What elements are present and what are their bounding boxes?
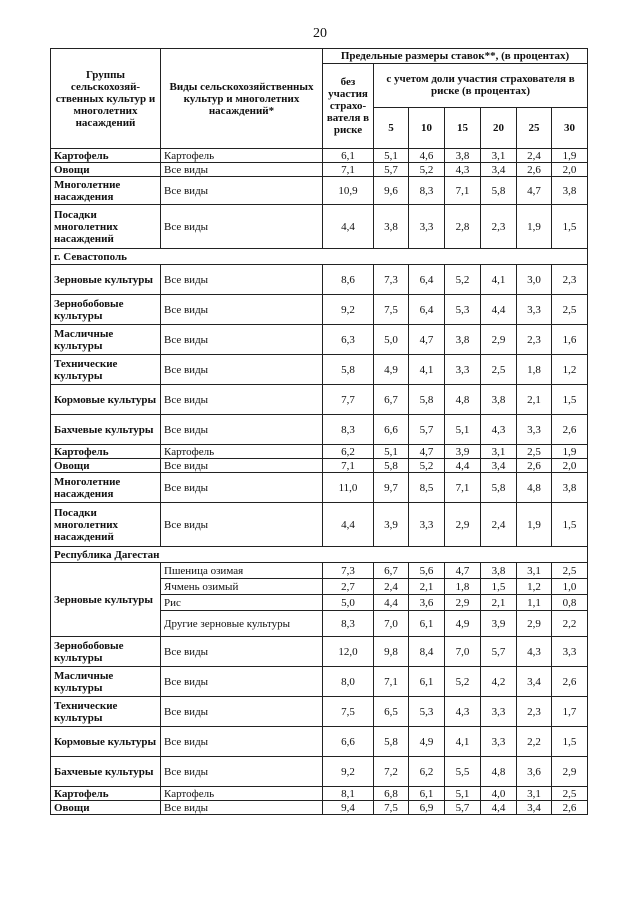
header-share-20: 20 [481, 107, 517, 149]
kind-cell: Все виды [161, 697, 323, 727]
value-cell: 5,7 [481, 637, 517, 667]
value-cell: 4,7 [517, 177, 552, 205]
group-cell: Посадки многолетних насаждений [51, 503, 161, 547]
value-cell: 3,6 [517, 757, 552, 787]
value-cell: 6,9 [409, 801, 445, 815]
value-cell: 4,3 [445, 163, 481, 177]
kind-cell: Все виды [161, 295, 323, 325]
group-cell: Зернобобовые культуры [51, 295, 161, 325]
value-cell: 4,7 [445, 563, 481, 579]
value-cell: 6,5 [374, 697, 409, 727]
value-cell: 3,1 [481, 149, 517, 163]
value-cell: 2,4 [374, 579, 409, 595]
header-share-15: 15 [445, 107, 481, 149]
group-cell: Многолетние насаждения [51, 177, 161, 205]
value-cell: 3,3 [445, 355, 481, 385]
group-cell: Картофель [51, 787, 161, 801]
value-cell: 5,0 [323, 595, 374, 611]
table-row [51, 787, 588, 801]
group-cell: Многолетние насаждения [51, 473, 161, 503]
value-cell: 1,9 [552, 445, 588, 459]
value-cell: 2,3 [481, 205, 517, 249]
value-cell: 5,8 [481, 473, 517, 503]
value-cell: 1,7 [552, 697, 588, 727]
value-cell: 2,5 [517, 445, 552, 459]
value-cell: 7,3 [323, 563, 374, 579]
value-cell: 4,9 [409, 727, 445, 757]
group-cell: Овощи [51, 459, 161, 473]
value-cell: 7,5 [374, 295, 409, 325]
section-row [51, 547, 588, 563]
value-cell: 3,3 [409, 205, 445, 249]
value-cell: 1,8 [517, 355, 552, 385]
value-cell: 2,6 [517, 163, 552, 177]
table-row [51, 177, 588, 205]
value-cell: 3,1 [517, 787, 552, 801]
value-cell: 5,8 [374, 459, 409, 473]
value-cell: 9,2 [323, 295, 374, 325]
value-cell: 1,5 [552, 727, 588, 757]
value-cell: 2,3 [517, 325, 552, 355]
value-cell: 5,7 [374, 163, 409, 177]
value-cell: 3,9 [481, 611, 517, 637]
value-cell: 7,5 [323, 697, 374, 727]
value-cell: 6,8 [374, 787, 409, 801]
table-row [51, 325, 588, 355]
value-cell: 4,0 [481, 787, 517, 801]
value-cell: 4,9 [374, 355, 409, 385]
value-cell: 4,3 [517, 637, 552, 667]
value-cell: 4,8 [445, 385, 481, 415]
value-cell: 5,8 [409, 385, 445, 415]
kind-cell: Все виды [161, 163, 323, 177]
value-cell: 8,3 [323, 611, 374, 637]
table-row [51, 757, 588, 787]
value-cell: 5,0 [374, 325, 409, 355]
value-cell: 7,3 [374, 265, 409, 295]
value-cell: 7,1 [323, 163, 374, 177]
value-cell: 2,1 [409, 579, 445, 595]
group-cell: Овощи [51, 163, 161, 177]
value-cell: 1,9 [552, 149, 588, 163]
table-row [51, 727, 588, 757]
group-cell: Масличные культуры [51, 325, 161, 355]
kind-cell: Все виды [161, 801, 323, 815]
header-limits: Предельные размеры ставок**, (в процентах) [323, 49, 588, 64]
value-cell: 3,1 [481, 445, 517, 459]
table-row [51, 149, 588, 163]
value-cell: 5,1 [445, 415, 481, 445]
value-cell: 4,7 [409, 445, 445, 459]
value-cell: 3,0 [517, 265, 552, 295]
header-kind: Виды сельскохозяйственных культур и многолетних насаждений* [161, 49, 323, 149]
value-cell: 3,4 [481, 163, 517, 177]
group-cell: Картофель [51, 149, 161, 163]
value-cell: 5,6 [409, 563, 445, 579]
value-cell: 5,1 [374, 149, 409, 163]
table-row [51, 355, 588, 385]
table-row [51, 295, 588, 325]
value-cell: 2,6 [552, 667, 588, 697]
value-cell: 11,0 [323, 473, 374, 503]
value-cell: 4,8 [481, 757, 517, 787]
group-cell: Бахчевые культуры [51, 415, 161, 445]
value-cell: 4,4 [481, 295, 517, 325]
value-cell: 2,3 [552, 265, 588, 295]
kind-cell: Картофель [161, 149, 323, 163]
value-cell: 5,2 [445, 265, 481, 295]
page-number: 20 [313, 26, 327, 41]
value-cell: 8,4 [409, 637, 445, 667]
table-row [51, 385, 588, 415]
value-cell: 9,4 [323, 801, 374, 815]
section-title: Республика Дагестан [51, 547, 588, 563]
table-row [51, 265, 588, 295]
header-share-5: 5 [374, 107, 409, 149]
value-cell: 7,1 [445, 177, 481, 205]
value-cell: 2,3 [517, 697, 552, 727]
value-cell: 4,4 [374, 595, 409, 611]
value-cell: 3,8 [481, 385, 517, 415]
value-cell: 5,7 [445, 801, 481, 815]
value-cell: 3,8 [481, 563, 517, 579]
kind-cell: Все виды [161, 415, 323, 445]
value-cell: 4,3 [445, 697, 481, 727]
kind-cell: Другие зерновые культуры [161, 611, 323, 637]
kind-cell: Рис [161, 595, 323, 611]
kind-cell: Все виды [161, 205, 323, 249]
value-cell: 6,4 [409, 265, 445, 295]
header-no-share: без участия страхо-вателя в риске [323, 64, 374, 149]
value-cell: 4,4 [481, 801, 517, 815]
group-cell: Масличные культуры [51, 667, 161, 697]
value-cell: 1,9 [517, 205, 552, 249]
value-cell: 5,8 [374, 727, 409, 757]
value-cell: 3,3 [481, 727, 517, 757]
value-cell: 2,2 [552, 611, 588, 637]
group-cell: Технические культуры [51, 697, 161, 727]
value-cell: 12,0 [323, 637, 374, 667]
value-cell: 1,9 [517, 503, 552, 547]
kind-cell: Ячмень озимый [161, 579, 323, 595]
value-cell: 3,8 [445, 325, 481, 355]
value-cell: 2,9 [517, 611, 552, 637]
kind-cell: Все виды [161, 757, 323, 787]
value-cell: 5,2 [445, 667, 481, 697]
value-cell: 2,4 [517, 149, 552, 163]
value-cell: 3,4 [517, 667, 552, 697]
group-cell: Бахчевые культуры [51, 757, 161, 787]
value-cell: 3,8 [445, 149, 481, 163]
value-cell: 3,3 [409, 503, 445, 547]
value-cell: 6,2 [323, 445, 374, 459]
value-cell: 4,1 [481, 265, 517, 295]
kind-cell: Картофель [161, 445, 323, 459]
value-cell: 8,3 [409, 177, 445, 205]
value-cell: 4,1 [409, 355, 445, 385]
value-cell: 2,8 [445, 205, 481, 249]
kind-cell: Все виды [161, 355, 323, 385]
value-cell: 2,9 [445, 595, 481, 611]
value-cell: 9,7 [374, 473, 409, 503]
value-cell: 8,6 [323, 265, 374, 295]
value-cell: 2,9 [445, 503, 481, 547]
value-cell: 1,8 [445, 579, 481, 595]
value-cell: 5,8 [481, 177, 517, 205]
value-cell: 4,8 [517, 473, 552, 503]
section-row [51, 249, 588, 265]
value-cell: 6,7 [374, 563, 409, 579]
value-cell: 6,4 [409, 295, 445, 325]
value-cell: 5,1 [445, 787, 481, 801]
value-cell: 5,8 [323, 355, 374, 385]
group-cell: Зерновые культуры [51, 563, 161, 637]
kind-cell: Все виды [161, 473, 323, 503]
value-cell: 1,1 [517, 595, 552, 611]
value-cell: 6,1 [409, 787, 445, 801]
value-cell: 2,2 [517, 727, 552, 757]
group-cell: Посадки многолетних насаждений [51, 205, 161, 249]
kind-cell: Все виды [161, 503, 323, 547]
value-cell: 2,7 [323, 579, 374, 595]
value-cell: 6,2 [409, 757, 445, 787]
value-cell: 7,2 [374, 757, 409, 787]
value-cell: 5,7 [409, 415, 445, 445]
section-title: г. Севастополь [51, 249, 588, 265]
value-cell: 4,2 [481, 667, 517, 697]
value-cell: 7,7 [323, 385, 374, 415]
table-row [51, 473, 588, 503]
value-cell: 4,4 [323, 503, 374, 547]
value-cell: 6,1 [409, 667, 445, 697]
value-cell: 2,5 [552, 787, 588, 801]
value-cell: 4,3 [481, 415, 517, 445]
value-cell: 2,4 [481, 503, 517, 547]
value-cell: 10,9 [323, 177, 374, 205]
value-cell: 7,0 [445, 637, 481, 667]
value-cell: 8,3 [323, 415, 374, 445]
value-cell: 5,2 [409, 459, 445, 473]
table-row [51, 445, 588, 459]
value-cell: 4,7 [409, 325, 445, 355]
value-cell: 1,0 [552, 579, 588, 595]
kind-cell: Пшеница озимая [161, 563, 323, 579]
value-cell: 2,0 [552, 459, 588, 473]
group-cell: Зернобобовые культуры [51, 637, 161, 667]
value-cell: 6,6 [323, 727, 374, 757]
value-cell: 6,3 [323, 325, 374, 355]
value-cell: 3,3 [517, 415, 552, 445]
table-row [51, 205, 588, 249]
value-cell: 2,1 [517, 385, 552, 415]
value-cell: 5,5 [445, 757, 481, 787]
value-cell: 3,9 [445, 445, 481, 459]
value-cell: 2,9 [552, 757, 588, 787]
value-cell: 4,4 [445, 459, 481, 473]
value-cell: 2,9 [481, 325, 517, 355]
value-cell: 6,1 [409, 611, 445, 637]
group-cell: Овощи [51, 801, 161, 815]
value-cell: 4,1 [445, 727, 481, 757]
value-cell: 9,8 [374, 637, 409, 667]
value-cell: 8,5 [409, 473, 445, 503]
table-row [51, 563, 588, 579]
value-cell: 3,8 [552, 177, 588, 205]
group-cell: Картофель [51, 445, 161, 459]
value-cell: 6,7 [374, 385, 409, 415]
value-cell: 4,9 [445, 611, 481, 637]
table-row [51, 667, 588, 697]
kind-cell: Все виды [161, 177, 323, 205]
value-cell: 9,2 [323, 757, 374, 787]
value-cell: 3,4 [481, 459, 517, 473]
value-cell: 3,1 [517, 563, 552, 579]
table-row [51, 415, 588, 445]
value-cell: 2,5 [552, 295, 588, 325]
value-cell: 1,2 [552, 355, 588, 385]
value-cell: 3,3 [552, 637, 588, 667]
table-row [51, 503, 588, 547]
kind-cell: Все виды [161, 325, 323, 355]
kind-cell: Все виды [161, 667, 323, 697]
header-share-10: 10 [409, 107, 445, 149]
value-cell: 5,3 [409, 697, 445, 727]
value-cell: 3,8 [374, 205, 409, 249]
value-cell: 3,3 [517, 295, 552, 325]
value-cell: 1,5 [552, 385, 588, 415]
value-cell: 3,4 [517, 801, 552, 815]
value-cell: 3,3 [481, 697, 517, 727]
value-cell: 2,6 [552, 801, 588, 815]
value-cell: 8,0 [323, 667, 374, 697]
value-cell: 3,6 [409, 595, 445, 611]
value-cell: 6,1 [323, 149, 374, 163]
group-cell: Зерновые культуры [51, 265, 161, 295]
group-cell: Кормовые культуры [51, 385, 161, 415]
table-row [51, 697, 588, 727]
value-cell: 1,2 [517, 579, 552, 595]
kind-cell: Все виды [161, 459, 323, 473]
value-cell: 3,9 [374, 503, 409, 547]
value-cell: 7,1 [445, 473, 481, 503]
value-cell: 2,6 [552, 415, 588, 445]
header-share-25: 25 [517, 107, 552, 149]
value-cell: 3,8 [552, 473, 588, 503]
value-cell: 2,1 [481, 595, 517, 611]
value-cell: 7,1 [323, 459, 374, 473]
value-cell: 6,6 [374, 415, 409, 445]
value-cell: 7,5 [374, 801, 409, 815]
group-cell: Кормовые культуры [51, 727, 161, 757]
kind-cell: Картофель [161, 787, 323, 801]
value-cell: 4,4 [323, 205, 374, 249]
kind-cell: Все виды [161, 385, 323, 415]
value-cell: 1,6 [552, 325, 588, 355]
value-cell: 7,1 [374, 667, 409, 697]
table-row [51, 459, 588, 473]
kind-cell: Все виды [161, 265, 323, 295]
value-cell: 0,8 [552, 595, 588, 611]
value-cell: 2,6 [517, 459, 552, 473]
kind-cell: Все виды [161, 637, 323, 667]
value-cell: 1,5 [552, 503, 588, 547]
header-share-30: 30 [552, 107, 588, 149]
kind-cell: Все виды [161, 727, 323, 757]
value-cell: 1,5 [481, 579, 517, 595]
value-cell: 2,5 [481, 355, 517, 385]
value-cell: 1,5 [552, 205, 588, 249]
header-with-share: с учетом доли участия страхователя в риске (в процентах) [374, 64, 588, 108]
value-cell: 2,5 [552, 563, 588, 579]
table-body [51, 149, 588, 815]
table-row [51, 163, 588, 177]
value-cell: 7,0 [374, 611, 409, 637]
value-cell: 5,1 [374, 445, 409, 459]
header-group: Группы сельскохозяй-ственных культур и многолетних насаждений [51, 49, 161, 149]
value-cell: 8,1 [323, 787, 374, 801]
value-cell: 5,3 [445, 295, 481, 325]
group-cell: Технические культуры [51, 355, 161, 385]
value-cell: 5,2 [409, 163, 445, 177]
table-row [51, 801, 588, 815]
value-cell: 4,6 [409, 149, 445, 163]
value-cell: 2,0 [552, 163, 588, 177]
table-row [51, 637, 588, 667]
rates-table [50, 48, 588, 815]
value-cell: 9,6 [374, 177, 409, 205]
